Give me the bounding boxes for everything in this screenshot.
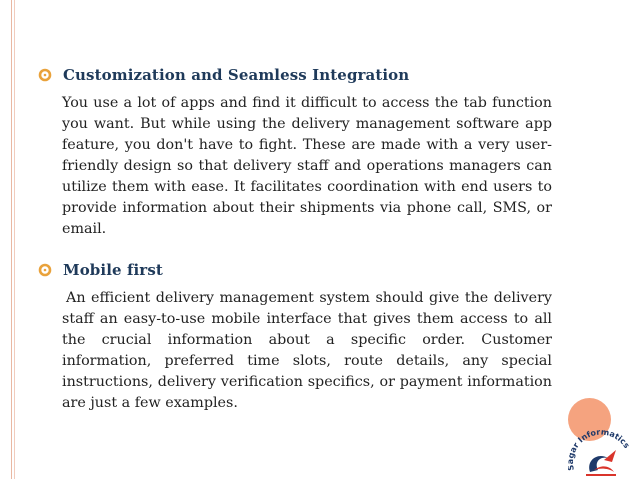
section-heading: Customization and Seamless Integration (63, 66, 410, 84)
section-heading: Mobile first (63, 261, 163, 279)
section-mobile-first (36, 257, 556, 414)
section-heading-row (36, 62, 556, 88)
left-border-line (11, 0, 12, 479)
ring-bullet-icon (36, 66, 54, 84)
sagar-informatics-logo (568, 420, 634, 478)
svg-text:Sagar Informatics Pvt. Ltd: ar Informatics (568, 427, 632, 455)
left-border-line-inner (14, 0, 15, 479)
section-customization (36, 62, 556, 240)
ring-bullet-icon (36, 261, 54, 279)
section-heading-row (36, 257, 556, 283)
section-body: You use a lot of apps and find it difficult to access the tab function you want. But while using the delivery management software app feature, you don't have to fight. These are made with a very user-friendly design so that delivery staff and operations managers can utilize them with ease. It facilitates coordination with end users to provide information about their shipments via phone call, SMS, or email. (62, 95, 552, 237)
section-body: An efficient delivery management system should give the delivery staff an easy-to-use mobile interface that gives them access to all the crucial information about a specific order. Customer information, preferred time slots, route details, any special instructions, delivery verification specifics, or payment information are just a few examples. (62, 290, 552, 411)
